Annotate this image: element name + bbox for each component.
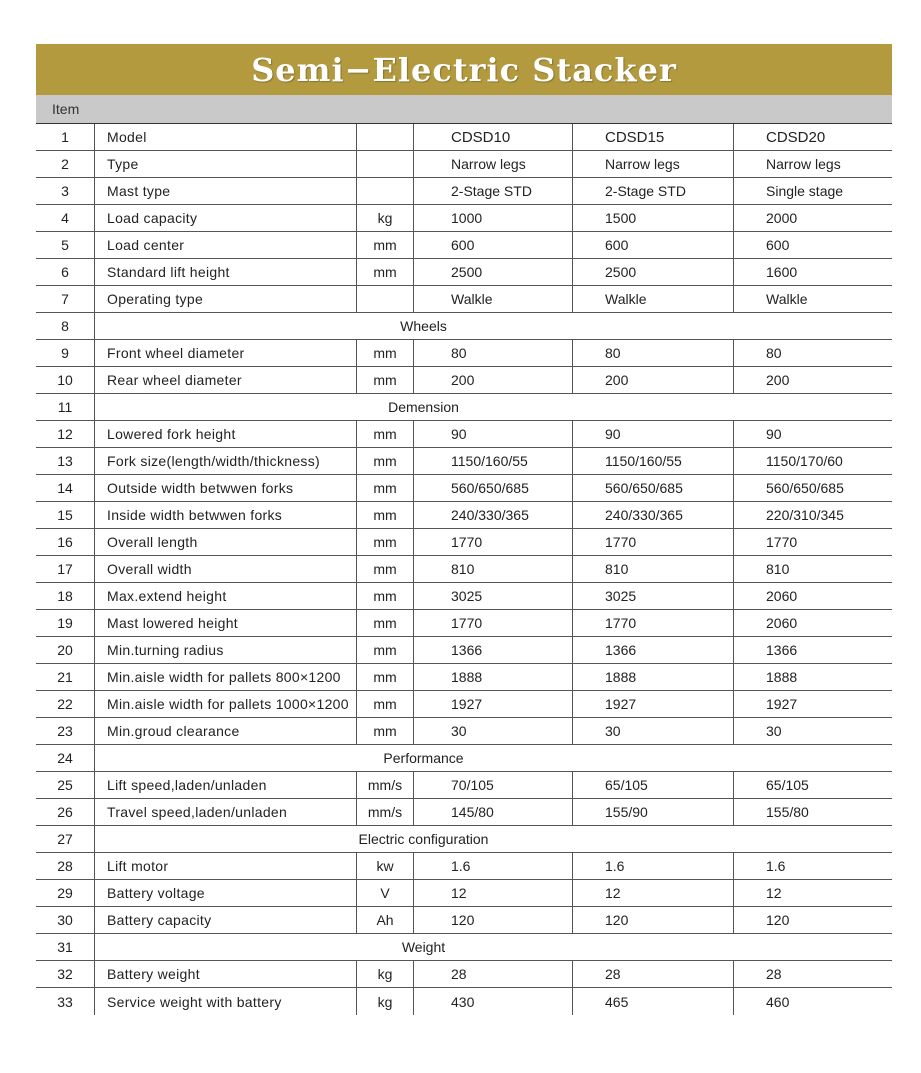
item-name [95,178,357,204]
value-cdsd15: 1927 [573,691,734,717]
unit-cell: mm [357,232,414,258]
spec-table [36,123,892,1015]
table-row [36,853,892,880]
item-label: Front wheel diameter [107,345,245,361]
unit-cell: mm/s [357,799,414,825]
unit-cell: mm [357,340,414,366]
value-cdsd20: 12 [766,885,782,901]
item-name [95,556,357,582]
table-row [36,556,892,583]
row-number: 24 [36,745,95,771]
value-cdsd20: 200 [766,372,790,388]
value-cdsd20: 28 [766,966,782,982]
item-name [95,907,357,933]
value-cdsd20: 155/80 [766,804,809,820]
item-label: Lift motor [107,858,169,874]
value-cdsd20: 220/310/345 [766,507,844,523]
value-cdsd20: 1888 [766,669,798,685]
row-number: 17 [36,556,95,582]
unit-cell: mm/s [357,772,414,798]
value-cdsd15: 28 [573,961,734,987]
item-name [95,151,357,177]
item-label: Outside width betwwen forks [107,480,294,496]
item-name [95,502,357,528]
value-cdsd15: 90 [573,421,734,447]
value-cdsd10: 28 [414,961,573,987]
value-cdsd15: 1366 [573,637,734,663]
item-name [95,259,357,285]
unit-cell: mm [357,637,414,663]
value-cdsd10: 430 [414,988,573,1015]
item-label: Service weight with battery [107,993,282,1010]
value-cdsd20: 90 [766,426,782,442]
unit-cell: kg [357,961,414,987]
section-title: Wheels [400,318,447,334]
unit-cell: mm [357,610,414,636]
value-cdsd20: 1150/170/60 [766,453,843,469]
value-cdsd20: 1366 [766,642,798,658]
row-number: 5 [36,232,95,258]
row-number: 1 [36,124,95,150]
value-cdsd20: 30 [766,723,782,739]
value-cdsd10: 1366 [414,637,573,663]
table-row [36,205,892,232]
value-cdsd10: 12 [414,880,573,906]
table-row [36,988,892,1015]
value-cdsd15: 155/90 [573,799,734,825]
value-cdsd10: Narrow legs [414,151,573,177]
value-cdsd20: 120 [766,912,790,928]
unit-cell: mm [357,691,414,717]
spec-sheet [36,44,892,1015]
item-name [95,853,357,879]
row-number: 32 [36,961,95,987]
value-cdsd15: CDSD15 [573,124,734,150]
item-name [95,448,357,474]
value-cdsd15: 560/650/685 [573,475,734,501]
table-row [36,961,892,988]
page-title: Semi−Electric Stacker [251,50,677,89]
table-row [36,259,892,286]
item-name [95,988,357,1015]
item-name [95,799,357,825]
unit-cell: kg [357,205,414,231]
row-number: 27 [36,826,95,852]
value-cdsd20: 560/650/685 [766,480,844,496]
table-row [36,529,892,556]
section-row [36,826,892,853]
item-label: Travel speed,laden/unladen [107,804,288,820]
section-row [36,745,892,772]
value-cdsd15: 2-Stage STD [573,178,734,204]
section-row [36,934,892,961]
item-label: Battery weight [107,966,200,982]
item-label: Operating type [107,291,204,307]
unit-cell: mm [357,529,414,555]
table-row [36,151,892,178]
item-label: Mast type [107,183,171,199]
row-number: 31 [36,934,95,960]
row-number: 22 [36,691,95,717]
section-title: Performance [383,750,464,766]
value-cdsd10: 1927 [414,691,573,717]
value-cdsd20: Single stage [766,183,844,199]
section-row [36,313,892,340]
value-cdsd20: 1770 [766,534,798,550]
value-cdsd20: 810 [766,561,790,577]
item-name [95,664,357,690]
table-row [36,718,892,745]
value-cdsd20: 1.6 [766,858,786,874]
unit-cell: mm [357,448,414,474]
item-name [95,124,357,150]
unit-cell: mm [357,718,414,744]
item-label: Min.groud clearance [107,723,240,739]
section-row [36,394,892,421]
item-name [95,961,357,987]
unit-cell: kw [357,853,414,879]
table-row [36,286,892,313]
row-number: 18 [36,583,95,609]
value-cdsd20: 600 [766,237,790,253]
row-number: 13 [36,448,95,474]
value-cdsd10: 200 [414,367,573,393]
item-label: Min.turning radius [107,642,224,658]
item-name [95,637,357,663]
value-cdsd20: 1600 [766,264,798,280]
table-row [36,583,892,610]
table-row [36,232,892,259]
value-cdsd10: 2500 [414,259,573,285]
row-number: 23 [36,718,95,744]
table-row [36,178,892,205]
value-cdsd20: 2060 [766,588,798,604]
item-name [95,880,357,906]
value-cdsd15: 200 [573,367,734,393]
item-name [95,610,357,636]
value-cdsd20: Narrow legs [766,156,841,172]
value-cdsd15: Narrow legs [573,151,734,177]
value-cdsd10: 2-Stage STD [414,178,573,204]
item-label: Lowered fork height [107,426,236,442]
value-cdsd20: 2000 [766,210,798,226]
value-cdsd20: 460 [766,993,790,1010]
table-row [36,799,892,826]
unit-cell: mm [357,367,414,393]
item-name [95,583,357,609]
value-cdsd15: 465 [573,988,734,1015]
value-cdsd10: 80 [414,340,573,366]
value-cdsd10: 90 [414,421,573,447]
item-label: Min.aisle width for pallets 800×1200 [107,669,341,685]
table-row [36,448,892,475]
value-cdsd15: 30 [573,718,734,744]
row-number: 30 [36,907,95,933]
item-label: Overall width [107,561,192,577]
table-row [36,367,892,394]
value-cdsd20: 2060 [766,615,798,631]
row-number: 9 [36,340,95,366]
value-cdsd15: 1150/160/55 [573,448,734,474]
row-number: 21 [36,664,95,690]
value-cdsd20: 65/105 [766,777,809,793]
row-number: 7 [36,286,95,312]
table-row [36,340,892,367]
row-number: 14 [36,475,95,501]
value-cdsd15: Walkle [573,286,734,312]
item-name [95,421,357,447]
value-cdsd15: 240/330/365 [573,502,734,528]
value-cdsd10: 560/650/685 [414,475,573,501]
table-row [36,421,892,448]
value-cdsd20: Walkle [766,291,808,307]
value-cdsd15: 65/105 [573,772,734,798]
value-cdsd15: 120 [573,907,734,933]
section-title: Weight [401,939,446,955]
item-label: Rear wheel diameter [107,372,242,388]
unit-cell [357,151,414,177]
row-number: 28 [36,853,95,879]
row-number: 10 [36,367,95,393]
item-name [95,475,357,501]
item-label: Model [107,129,147,145]
unit-cell: mm [357,502,414,528]
item-label: Type [107,156,139,172]
unit-cell: mm [357,475,414,501]
row-number: 2 [36,151,95,177]
value-cdsd10: 600 [414,232,573,258]
table-row [36,664,892,691]
value-cdsd10: Walkle [414,286,573,312]
row-number: 8 [36,313,95,339]
table-row [36,610,892,637]
table-row [36,124,892,151]
value-cdsd15: 2500 [573,259,734,285]
unit-cell [357,286,414,312]
item-label: Battery capacity [107,912,212,928]
unit-cell: mm [357,556,414,582]
table-row [36,772,892,799]
row-number: 3 [36,178,95,204]
value-cdsd15: 1770 [573,529,734,555]
item-header-bar [36,95,892,123]
unit-cell: mm [357,421,414,447]
item-name [95,340,357,366]
item-label: Standard lift height [107,264,230,280]
value-cdsd15: 1770 [573,610,734,636]
item-header-label: Item [52,101,80,117]
item-name [95,529,357,555]
row-number: 15 [36,502,95,528]
section-title: Electric configuration [358,831,489,847]
row-number: 11 [36,394,95,420]
value-cdsd20: 80 [766,345,782,361]
table-row [36,502,892,529]
value-cdsd10: 240/330/365 [414,502,573,528]
item-name [95,718,357,744]
value-cdsd10: 30 [414,718,573,744]
item-label: Lift speed,laden/unladen [107,777,267,793]
table-row [36,475,892,502]
value-cdsd10: 1150/160/55 [414,448,573,474]
value-cdsd10: CDSD10 [414,124,573,150]
unit-cell: mm [357,664,414,690]
value-cdsd10: 120 [414,907,573,933]
value-cdsd15: 810 [573,556,734,582]
item-label: Fork size(length/width/thickness) [107,453,320,469]
item-label: Load center [107,237,185,253]
value-cdsd10: 1770 [414,529,573,555]
unit-cell: V [357,880,414,906]
table-row [36,880,892,907]
table-row [36,907,892,934]
value-cdsd15: 80 [573,340,734,366]
row-number: 26 [36,799,95,825]
row-number: 20 [36,637,95,663]
value-cdsd10: 810 [414,556,573,582]
value-cdsd15: 1.6 [573,853,734,879]
item-name [95,205,357,231]
unit-cell: kg [357,988,414,1015]
item-label: Battery voltage [107,885,205,901]
unit-cell: Ah [357,907,414,933]
row-number: 6 [36,259,95,285]
row-number: 19 [36,610,95,636]
value-cdsd20: CDSD20 [766,128,826,146]
item-name [95,232,357,258]
value-cdsd15: 12 [573,880,734,906]
value-cdsd10: 1000 [414,205,573,231]
value-cdsd10: 3025 [414,583,573,609]
value-cdsd15: 1888 [573,664,734,690]
row-number: 25 [36,772,95,798]
item-name [95,367,357,393]
unit-cell: mm [357,259,414,285]
item-name [95,691,357,717]
row-number: 12 [36,421,95,447]
value-cdsd20: 1927 [766,696,798,712]
table-row [36,691,892,718]
value-cdsd10: 1770 [414,610,573,636]
item-label: Max.extend height [107,588,227,604]
value-cdsd15: 3025 [573,583,734,609]
section-title: Demension [388,399,459,415]
row-number: 16 [36,529,95,555]
row-number: 33 [36,988,95,1015]
unit-cell [357,124,414,150]
value-cdsd10: 145/80 [414,799,573,825]
value-cdsd10: 70/105 [414,772,573,798]
value-cdsd15: 1500 [573,205,734,231]
item-label: Overall length [107,534,198,550]
table-row [36,637,892,664]
unit-cell: mm [357,583,414,609]
title-banner [36,44,892,95]
value-cdsd10: 1.6 [414,853,573,879]
value-cdsd10: 1888 [414,664,573,690]
item-name [95,772,357,798]
item-label: Load capacity [107,210,198,226]
unit-cell [357,178,414,204]
item-label: Min.aisle width for pallets 1000×1200 [107,696,349,712]
item-name [95,286,357,312]
row-number: 4 [36,205,95,231]
item-label: Mast lowered height [107,615,238,631]
item-label: Inside width betwwen forks [107,507,283,523]
value-cdsd15: 600 [573,232,734,258]
row-number: 29 [36,880,95,906]
